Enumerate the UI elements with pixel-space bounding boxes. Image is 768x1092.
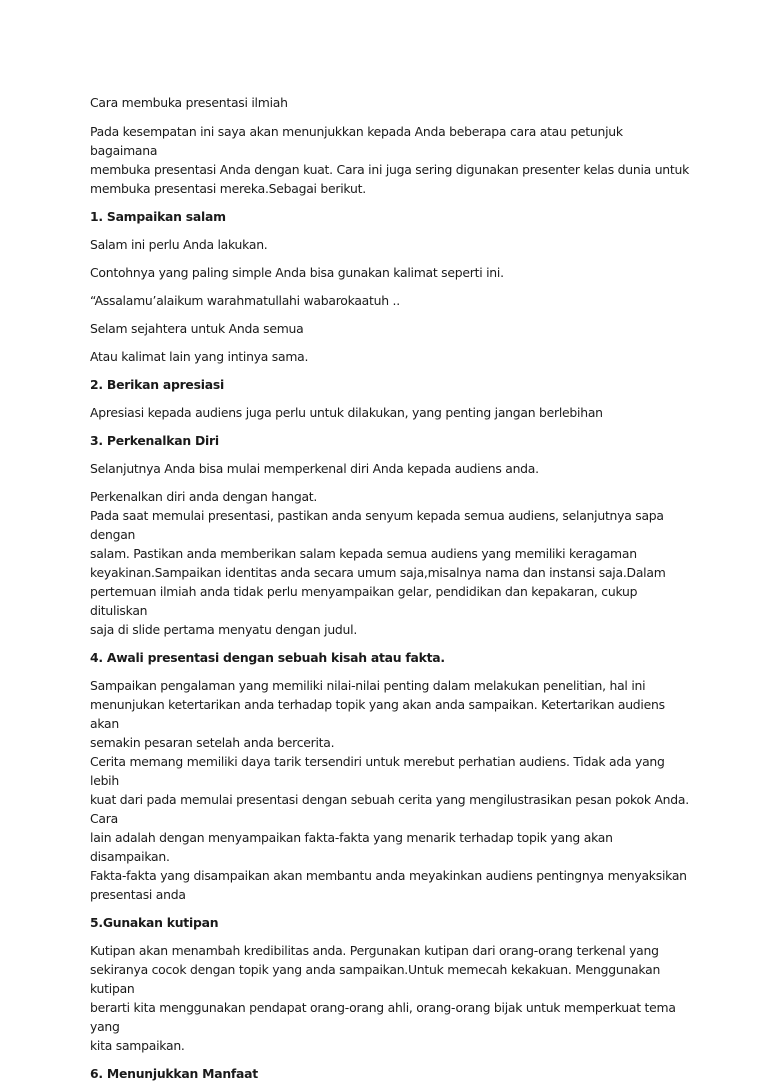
paragraph: Atau kalimat lain yang intinya sama.	[90, 349, 309, 364]
text-line: semakin pesaran setelah anda bercerita.	[90, 735, 335, 750]
document-body	[90, 93, 690, 1092]
text-line: menunjukan ketertarikan anda terhadap topik yang akan anda sampaikan. Ketertarikan audiens akan	[90, 697, 665, 731]
section-heading-1: 1. Sampaikan salam	[90, 209, 226, 224]
paragraph: Salam ini perlu Anda lakukan.	[90, 237, 268, 252]
paragraph	[90, 941, 690, 1055]
paragraph	[90, 676, 690, 904]
section-heading-5: 5.Gunakan kutipan	[90, 915, 219, 930]
text-line: sekiranya cocok dengan topik yang anda sampaikan.Untuk memecah kekakuan. Menggunakan kutipan	[90, 962, 661, 996]
text-line: membuka presentasi mereka.Sebagai berikut.	[90, 181, 366, 196]
intro-paragraph	[90, 122, 690, 198]
paragraph	[90, 487, 690, 639]
text-line: keyakinan.Sampaikan identitas anda secara umum saja,misalnya nama dan instansi saja.Dalam	[90, 565, 666, 580]
section-heading-4: 4. Awali presentasi dengan sebuah kisah atau fakta.	[90, 650, 445, 665]
text-line: Sampaikan pengalaman yang memiliki nilai-nilai penting dalam melakukan penelitian, hal ini	[90, 678, 646, 693]
paragraph: Contohnya yang paling simple Anda bisa gunakan kalimat seperti ini.	[90, 265, 504, 280]
text-line: Kutipan akan menambah kredibilitas anda. Pergunakan kutipan dari orang-orang terkenal yang	[90, 943, 659, 958]
text-line: kita sampaikan.	[90, 1038, 185, 1053]
section-heading-2: 2. Berikan apresiasi	[90, 377, 224, 392]
greeting-quote: “Assalamu’alaikum warahmatullahi wabarokaatuh ..	[90, 293, 400, 308]
paragraph: Selanjutnya Anda bisa mulai memperkenal diri Anda kepada audiens anda.	[90, 461, 539, 476]
section-heading-6: 6. Menunjukkan Manfaat	[90, 1066, 258, 1081]
text-line: salam. Pastikan anda memberikan salam kepada semua audiens yang memiliki keragaman	[90, 546, 637, 561]
text-line: lain adalah dengan menyampaikan fakta-fakta yang menarik terhadap topik yang akan disampaikan.	[90, 830, 613, 864]
paragraph: Selam sejahtera untuk Anda semua	[90, 321, 304, 336]
section-heading-3: 3. Perkenalkan Diri	[90, 433, 219, 448]
text-line: kuat dari pada memulai presentasi dengan sebuah cerita yang mengilustrasikan pesan pokok Anda. Cara	[90, 792, 689, 826]
text-line: berarti kita menggunakan pendapat orang-orang ahli, orang-orang bijak untuk memperkuat tema yang	[90, 1000, 676, 1034]
text-line: presentasi anda	[90, 887, 186, 902]
text-line: Pada saat memulai presentasi, pastikan anda senyum kepada semua audiens, selanjutnya sapa dengan	[90, 508, 664, 542]
text-line: Fakta-fakta yang disampaikan akan membantu anda meyakinkan audiens pentingnya menyaksikan	[90, 868, 687, 883]
text-line: Pada kesempatan ini saya akan menunjukkan kepada Anda beberapa cara atau petunjuk bagaimana	[90, 124, 623, 158]
paragraph: Apresiasi kepada audiens juga perlu untuk dilakukan, yang penting jangan berlebihan	[90, 405, 603, 420]
text-line: membuka presentasi Anda dengan kuat. Cara ini juga sering digunakan presenter kelas dunia untuk	[90, 162, 690, 177]
document-title: Cara membuka presentasi ilmiah	[90, 95, 288, 110]
text-line: Cerita memang memiliki daya tarik tersendiri untuk merebut perhatian audiens. Tidak ada yang lebih	[90, 754, 665, 788]
text-line: Perkenalkan diri anda dengan hangat.	[90, 489, 318, 504]
text-line: saja di slide pertama menyatu dengan judul.	[90, 622, 358, 637]
text-line: pertemuan ilmiah anda tidak perlu menyampaikan gelar, pendidikan dan kepakaran, cukup dituliskan	[90, 584, 638, 618]
